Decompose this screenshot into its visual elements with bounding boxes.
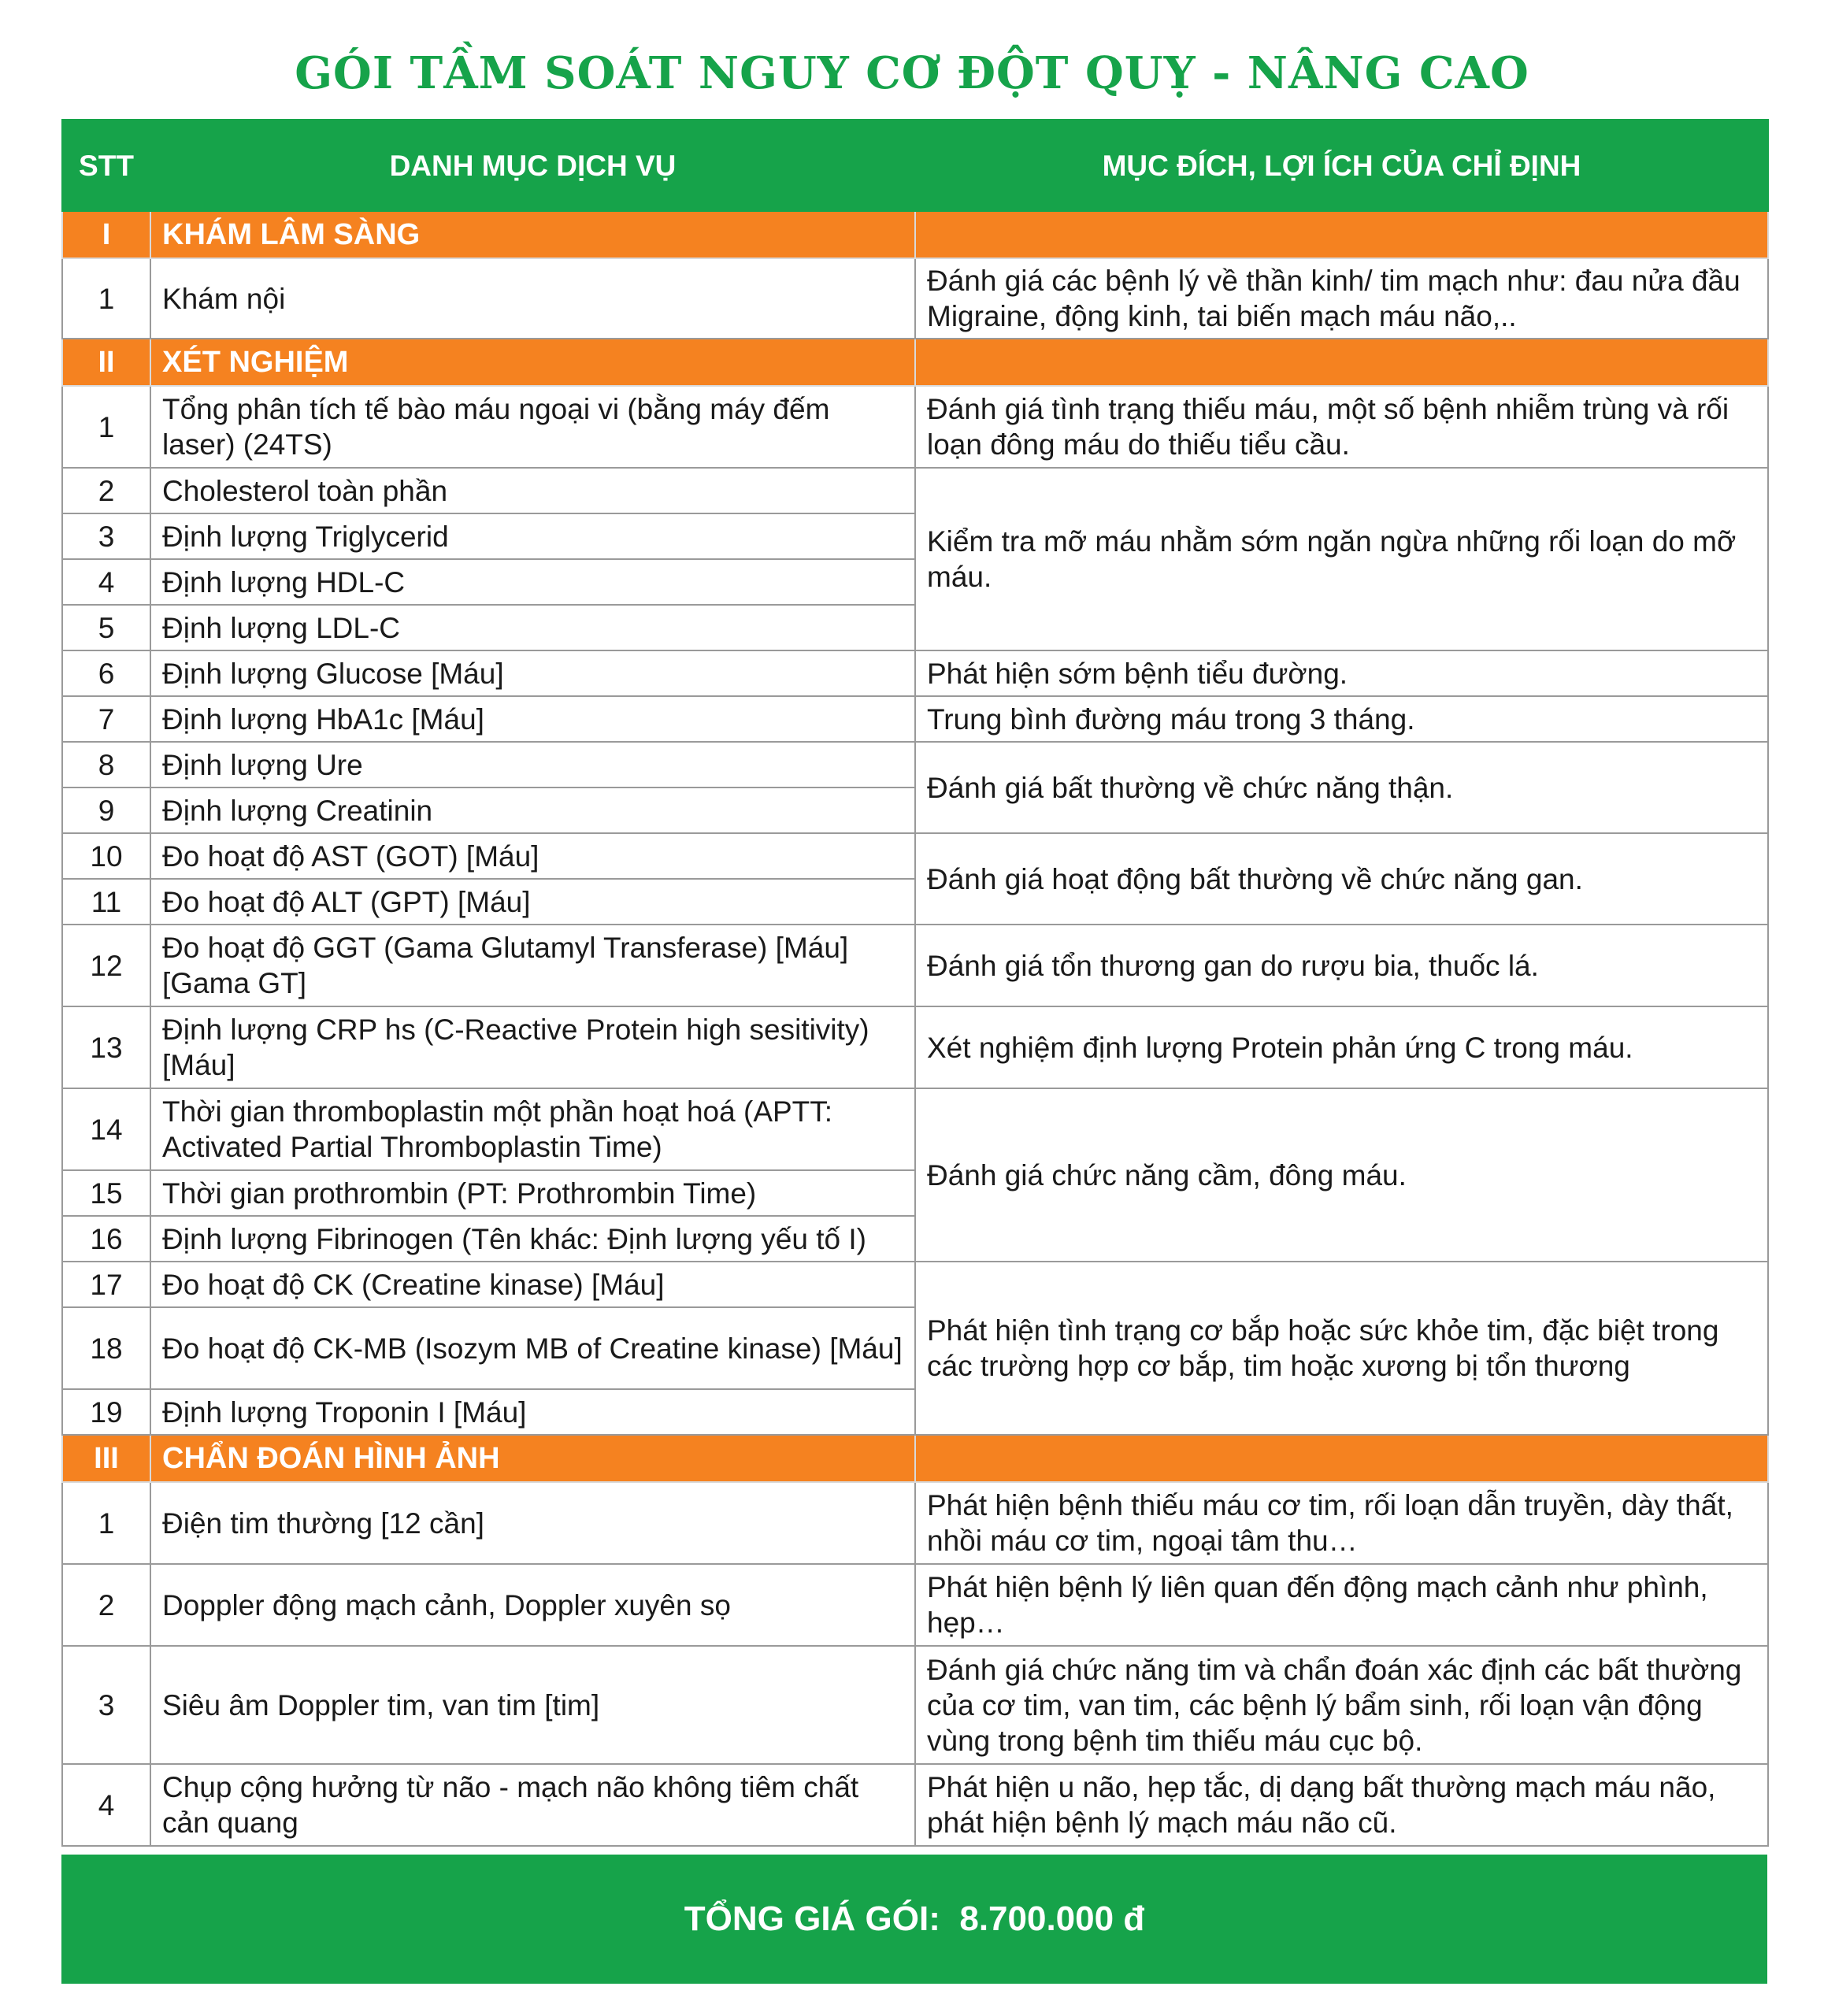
row-number: 14 (62, 1088, 150, 1170)
service-purpose: Phát hiện bệnh lý liên quan đến động mạch cảnh như phình, hẹp… (915, 1564, 1768, 1646)
service-table (61, 119, 1769, 1847)
service-name: Cholesterol toàn phần (150, 468, 915, 513)
total-spacer (940, 1899, 959, 1939)
service-name: Định lượng Triglycerid (150, 513, 915, 559)
row-number: 19 (62, 1389, 150, 1435)
service-purpose: Trung bình đường máu trong 3 tháng. (915, 696, 1768, 742)
row-number: 12 (62, 925, 150, 1006)
row-number: 6 (62, 650, 150, 696)
row-number: 15 (62, 1170, 150, 1216)
row-number: 10 (62, 833, 150, 879)
row-number: 17 (62, 1262, 150, 1307)
service-purpose: Phát hiện u não, hẹp tắc, dị dạng bất thường mạch máu não, phát hiện bệnh lý mạch máu não cũ. (915, 1764, 1768, 1846)
row-number: 4 (62, 1764, 150, 1846)
section-title: KHÁM LÂM SÀNG (150, 211, 915, 258)
row-number: 8 (62, 742, 150, 788)
service-purpose: Phát hiện bệnh thiếu máu cơ tim, rối loạn dẫn truyền, dày thất, nhồi máu cơ tim, ngoại tâm thu… (915, 1482, 1768, 1564)
section-row-xet-nghiem (62, 339, 1768, 386)
row-number: 11 (62, 879, 150, 925)
row-number: 4 (62, 559, 150, 605)
table-row (62, 386, 1768, 468)
section-row-chan-doan-hinh-anh (62, 1435, 1768, 1482)
service-name: Định lượng Ure (150, 742, 915, 788)
service-name: Siêu âm Doppler tim, van tim [tim] (150, 1646, 915, 1764)
service-name: Định lượng Creatinin (150, 788, 915, 833)
section-empty-cell (915, 211, 1768, 258)
row-number: 13 (62, 1006, 150, 1088)
table-header-row (62, 120, 1768, 211)
service-name: Định lượng HDL-C (150, 559, 915, 605)
table-row (62, 1006, 1768, 1088)
table-row (62, 650, 1768, 696)
service-name: Điện tim thường [12 cần] (150, 1482, 915, 1564)
section-number: II (62, 339, 150, 386)
row-number: 3 (62, 513, 150, 559)
table-row (62, 1646, 1768, 1764)
row-number: 2 (62, 468, 150, 513)
service-name: Chụp cộng hưởng từ não - mạch não không tiêm chất cản quang (150, 1764, 915, 1846)
row-number: 2 (62, 1564, 150, 1646)
service-name: Đo hoạt độ AST (GOT) [Máu] (150, 833, 915, 879)
section-title: XÉT NGHIỆM (150, 339, 915, 386)
service-purpose: Đánh giá bất thường về chức năng thận. (915, 742, 1768, 833)
total-value: 8.700.000 đ (959, 1899, 1145, 1938)
row-number: 1 (62, 386, 150, 468)
row-number: 18 (62, 1307, 150, 1389)
row-number: 1 (62, 258, 150, 339)
row-number: 9 (62, 788, 150, 833)
table-row (62, 925, 1768, 1006)
page-title: GÓI TẦM SOÁT NGUY CƠ ĐỘT QUỴ - NÂNG CAO (295, 47, 1529, 99)
header-purpose: MỤC ĐÍCH, LỢI ÍCH CỦA CHỈ ĐỊNH (915, 120, 1768, 211)
total-price-banner (61, 1855, 1767, 1984)
service-name: Định lượng LDL-C (150, 605, 915, 650)
section-empty-cell (915, 1435, 1768, 1482)
section-number: I (62, 211, 150, 258)
row-number: 3 (62, 1646, 150, 1764)
table-row (62, 1564, 1768, 1646)
row-number: 5 (62, 605, 150, 650)
table-row (62, 1262, 1768, 1307)
table-row (62, 742, 1768, 788)
service-purpose: Đánh giá chức năng cầm, đông máu. (915, 1088, 1768, 1262)
total-label: TỔNG GIÁ GÓI: (684, 1899, 940, 1938)
service-name: Đo hoạt độ ALT (GPT) [Máu] (150, 879, 915, 925)
service-name: Doppler động mạch cảnh, Doppler xuyên sọ (150, 1564, 915, 1646)
row-number: 16 (62, 1216, 150, 1262)
service-purpose: Phát hiện sớm bệnh tiểu đường. (915, 650, 1768, 696)
service-name: Thời gian prothrombin (PT: Prothrombin Time) (150, 1170, 915, 1216)
service-name: Định lượng CRP hs (C-Reactive Protein high sesitivity) [Máu] (150, 1006, 915, 1088)
table-row (62, 1482, 1768, 1564)
section-row-kham-lam-sang (62, 211, 1768, 258)
table-row (62, 833, 1768, 879)
table-row (62, 1764, 1768, 1846)
service-purpose: Đánh giá các bệnh lý về thần kinh/ tim mạch như: đau nửa đầu Migraine, động kinh, tai biến mạch máu não,.. (915, 258, 1768, 339)
service-purpose: Xét nghiệm định lượng Protein phản ứng C trong máu. (915, 1006, 1768, 1088)
row-number: 7 (62, 696, 150, 742)
header-service: DANH MỤC DỊCH VỤ (150, 120, 915, 211)
service-name: Định lượng Glucose [Máu] (150, 650, 915, 696)
service-purpose: Phát hiện tình trạng cơ bắp hoặc sức khỏe tim, đặc biệt trong các trường hợp cơ bắp, tim hoặc xương bị tổn thương (915, 1262, 1768, 1435)
service-name: Đo hoạt độ CK (Creatine kinase) [Máu] (150, 1262, 915, 1307)
service-name: Định lượng Fibrinogen (Tên khác: Định lượng yếu tố I) (150, 1216, 915, 1262)
service-name: Thời gian thromboplastin một phần hoạt hoá (APTT: Activated Partial Thromboplastin Time) (150, 1088, 915, 1170)
service-purpose: Đánh giá tổn thương gan do rượu bia, thuốc lá. (915, 925, 1768, 1006)
service-name: Đo hoạt độ CK-MB (Isozym MB of Creatine kinase) [Máu] (150, 1307, 915, 1389)
service-purpose: Đánh giá hoạt động bất thường về chức năng gan. (915, 833, 1768, 925)
service-name: Đo hoạt độ GGT (Gama Glutamyl Transferase) [Máu] [Gama GT] (150, 925, 915, 1006)
service-name: Định lượng Troponin I [Máu] (150, 1389, 915, 1435)
section-empty-cell (915, 339, 1768, 386)
service-purpose: Kiểm tra mỡ máu nhằm sớm ngăn ngừa những rối loạn do mỡ máu. (915, 468, 1768, 650)
service-purpose: Đánh giá tình trạng thiếu máu, một số bệnh nhiễm trùng và rối loạn đông máu do thiếu tiểu cầu. (915, 386, 1768, 468)
header-stt: STT (62, 120, 150, 211)
table-row (62, 1088, 1768, 1170)
service-purpose: Đánh giá chức năng tim và chẩn đoán xác định các bất thường của cơ tim, van tim, các bệnh lý bẩm sinh, rối loạn vận động vùng trong bệnh tim thiếu máu cục bộ. (915, 1646, 1768, 1764)
service-name: Định lượng HbA1c [Máu] (150, 696, 915, 742)
table-row (62, 696, 1768, 742)
section-title: CHẨN ĐOÁN HÌNH ẢNH (150, 1435, 915, 1482)
table-row (62, 258, 1768, 339)
service-name: Tổng phân tích tế bào máu ngoại vi (bằng máy đếm laser) (24TS) (150, 386, 915, 468)
service-name: Khám nội (150, 258, 915, 339)
section-number: III (62, 1435, 150, 1482)
table-row (62, 468, 1768, 513)
row-number: 1 (62, 1482, 150, 1564)
